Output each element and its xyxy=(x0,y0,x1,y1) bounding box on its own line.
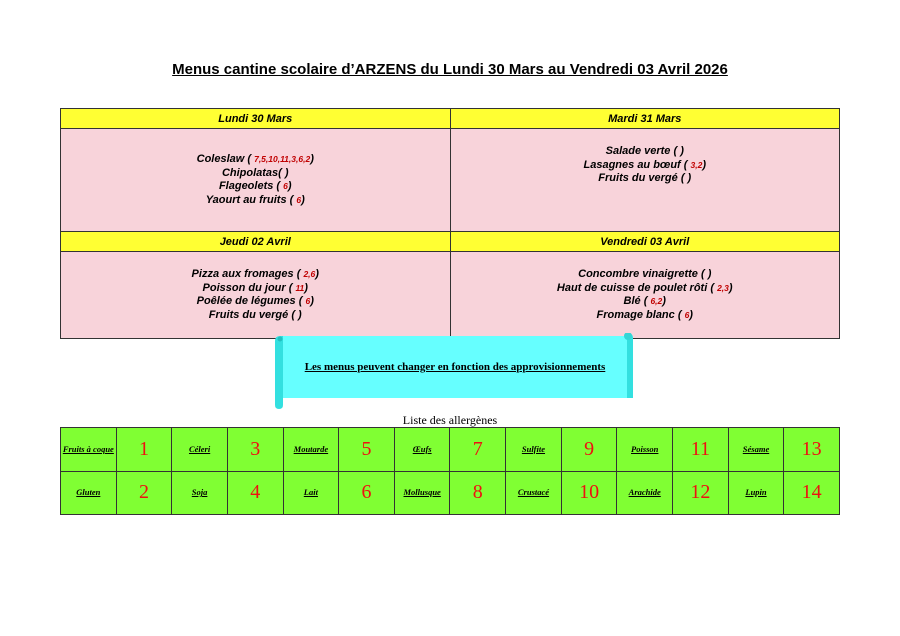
allergen-name: Céleri xyxy=(172,428,228,472)
allergen-number: 11 xyxy=(673,428,729,472)
allergen-number: 13 xyxy=(784,428,840,472)
day-menu-jeudi xyxy=(61,252,451,339)
allergen-name: Crustacé xyxy=(506,471,562,515)
allergen-codes: 6,2 xyxy=(650,296,663,306)
allergen-name: Sulfite xyxy=(506,428,562,472)
day-header-jeudi: Jeudi 02 Avril xyxy=(61,232,451,252)
day-header-vendredi: Vendredi 03 Avril xyxy=(450,232,840,252)
day-header-lundi: Lundi 30 Mars xyxy=(61,109,451,129)
allergen-name: Soja xyxy=(172,471,228,515)
dish: Poêlée de légumes ( 6) xyxy=(196,295,314,307)
allergen-name: Lupin xyxy=(728,471,784,515)
dish: Lasagnes au bœuf ( 3,2) xyxy=(583,158,706,171)
allergen-codes: 6 xyxy=(305,296,311,306)
dish: Fruits du vergé ( ) xyxy=(208,308,302,321)
allergen-name: Lait xyxy=(283,471,339,515)
allergen-number: 14 xyxy=(784,471,840,515)
page-title: Menus cantine scolaire d’ARZENS du Lundi 30 Mars au Vendredi 03 Avril 2026 xyxy=(172,61,728,78)
allergen-number: 6 xyxy=(339,471,395,515)
allergen-list-title: Liste des allergènes xyxy=(402,413,498,427)
dish: Chipolatas( ) xyxy=(221,166,289,179)
dish: Yaourt au fruits ( 6) xyxy=(205,193,305,206)
allergen-codes: 2,3 xyxy=(717,282,729,293)
allergen-name: Œufs xyxy=(394,428,450,472)
allergen-codes: 3,2 xyxy=(690,159,703,170)
allergen-number: 7 xyxy=(450,428,506,472)
dish: Blé ( 6,2) xyxy=(623,295,666,307)
allergen-name: Sésame xyxy=(728,428,784,472)
dish: Fromage blanc ( 6) xyxy=(596,308,693,321)
dish: Pizza aux fromages ( 2,6) xyxy=(191,268,319,280)
allergen-number: 2 xyxy=(116,471,172,515)
dish: Haut de cuisse de poulet rôti ( 2,3) xyxy=(556,281,733,294)
menu-table xyxy=(60,108,840,339)
allergen-name: Arachide xyxy=(617,471,673,515)
allergen-name: Gluten xyxy=(61,471,117,515)
dish: Salade verte ( ) xyxy=(605,145,684,157)
allergen-number: 8 xyxy=(450,471,506,515)
allergen-codes: 6 xyxy=(684,309,690,320)
allergen-number: 4 xyxy=(227,471,283,515)
allergen-codes: 7,5,10,11,3,6,2 xyxy=(254,154,311,164)
allergen-number: 10 xyxy=(561,471,617,515)
allergen-name: Moutarde xyxy=(283,428,339,472)
allergen-table xyxy=(60,427,840,515)
allergen-number: 9 xyxy=(561,428,617,472)
day-header-mardi: Mardi 31 Mars xyxy=(450,109,840,129)
allergen-name: Mollusque xyxy=(394,471,450,515)
allergen-number: 1 xyxy=(116,428,172,472)
allergen-codes: 6 xyxy=(283,181,288,191)
day-menu-mardi xyxy=(450,129,840,232)
allergen-codes: 2,6 xyxy=(303,269,316,279)
allergen-name: Fruits à coque xyxy=(61,428,117,472)
dish: Concombre vinaigrette ( ) xyxy=(578,268,712,280)
dish: Flageolets ( 6) xyxy=(218,180,292,192)
allergen-codes: 11 xyxy=(295,282,305,293)
dish: Coleslaw ( 7,5,10,11,3,6,2) xyxy=(196,153,314,165)
allergen-name: Poisson xyxy=(617,428,673,472)
dish: Fruits du vergé ( ) xyxy=(598,172,692,184)
day-menu-vendredi xyxy=(450,252,840,339)
notice-scroll xyxy=(275,333,635,406)
menu-change-notice: Les menus peuvent changer en fonction des approvisionnements xyxy=(304,361,606,373)
day-menu-lundi xyxy=(61,129,451,232)
allergen-codes: 6 xyxy=(296,194,302,205)
allergen-number: 12 xyxy=(673,471,729,515)
dish: Poisson du jour ( 11) xyxy=(202,281,308,294)
allergen-number: 5 xyxy=(339,428,395,472)
allergen-number: 3 xyxy=(227,428,283,472)
